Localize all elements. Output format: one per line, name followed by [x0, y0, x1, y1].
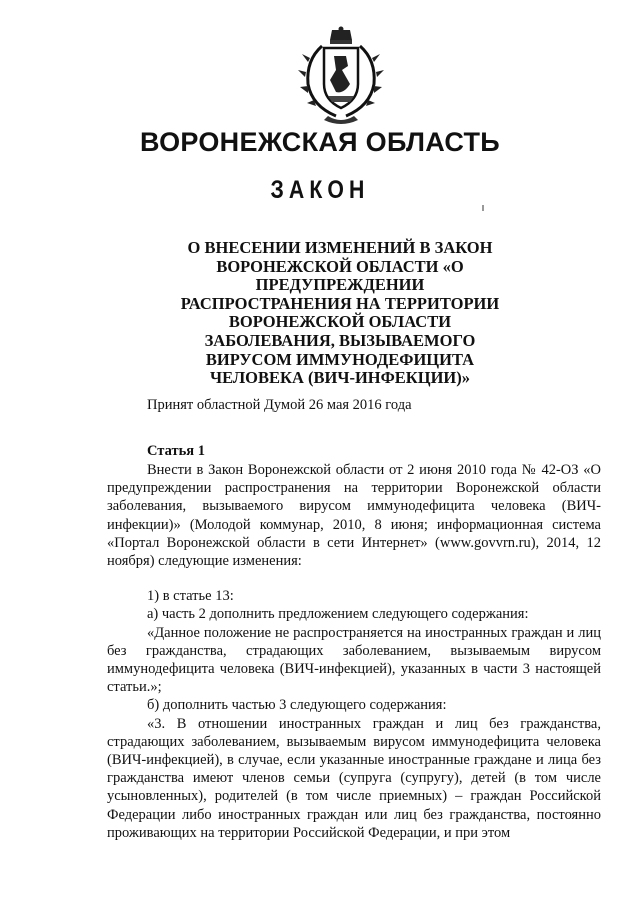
scan-speck	[482, 205, 484, 211]
article-body	[107, 461, 601, 842]
article-paragraph: а) часть 2 дополнить предложением следующего содержания:	[147, 606, 529, 623]
article-paragraph: «3. В отношении иностранных граждан и лиц без гражданства, страдающих заболеванием, вызываемым вирусом иммунодефицита человека (ВИЧ-инфекцией), в случае, если указанные иностранные граждане и лица без гражданства имеют членов семьи (супруга (супругу), детей (в том числе усыновленных), родителей (в том числе приемных) – граждан Российской Федерации либо иностранных граждан или лиц без гражданства, постоянно проживающих на территории Российской Федерации, и при этом	[107, 715, 601, 841]
article-paragraph: 1) в статье 13:	[147, 588, 234, 605]
law-title: О ВНЕСЕНИИ ИЗМЕНЕНИЙ В ЗАКОН ВОРОНЕЖСКОЙ ОБЛАСТИ «О ПРЕДУПРЕЖДЕНИИ РАСПРОСТРАНЕНИЯ НА ТЕРРИТОРИИ ВОРОНЕЖСКОЙ ОБЛАСТИ ЗАБОЛЕВАНИЯ, ВЫЗЫВАЕМОГО ВИРУСОМ ИММУНОДЕФИЦИТА ЧЕЛОВЕКА (ВИЧ-ИНФЕКЦИИ)»	[180, 238, 500, 388]
region-name: ВОРОНЕЖСКАЯ ОБЛАСТЬ	[139, 127, 501, 157]
adoption-date: Принят областной Думой 26 мая 2016 года	[147, 397, 412, 413]
document-type: ЗАКОН	[270, 176, 370, 204]
article-paragraph: б) дополнить частью 3 следующего содержания:	[147, 697, 447, 714]
coat-of-arms-icon	[296, 26, 386, 124]
article-heading: Статья 1	[147, 443, 205, 459]
article-paragraph: Внести в Закон Воронежской области от 2 июня 2010 года № 42-ОЗ «О предупреждении распространения на территории Воронежской области заболевания, вызываемого вирусом иммунодефицита человека (ВИЧ-инфекции)» (Молодой коммунар, 2010, 8 июня; информационная система «Портал Воронежской области в сети Интернет» (www.govvrn.ru), 2014, 12 ноября) следующие изменения:	[107, 462, 601, 570]
article-paragraph: «Данное положение не распространяется на иностранных граждан и лиц без гражданства, страдающих заболеванием, вызываемым вирусом иммунодефицита человека (ВИЧ-инфекцией), указанных в части 3 настоящей статьи.»;	[107, 624, 601, 696]
